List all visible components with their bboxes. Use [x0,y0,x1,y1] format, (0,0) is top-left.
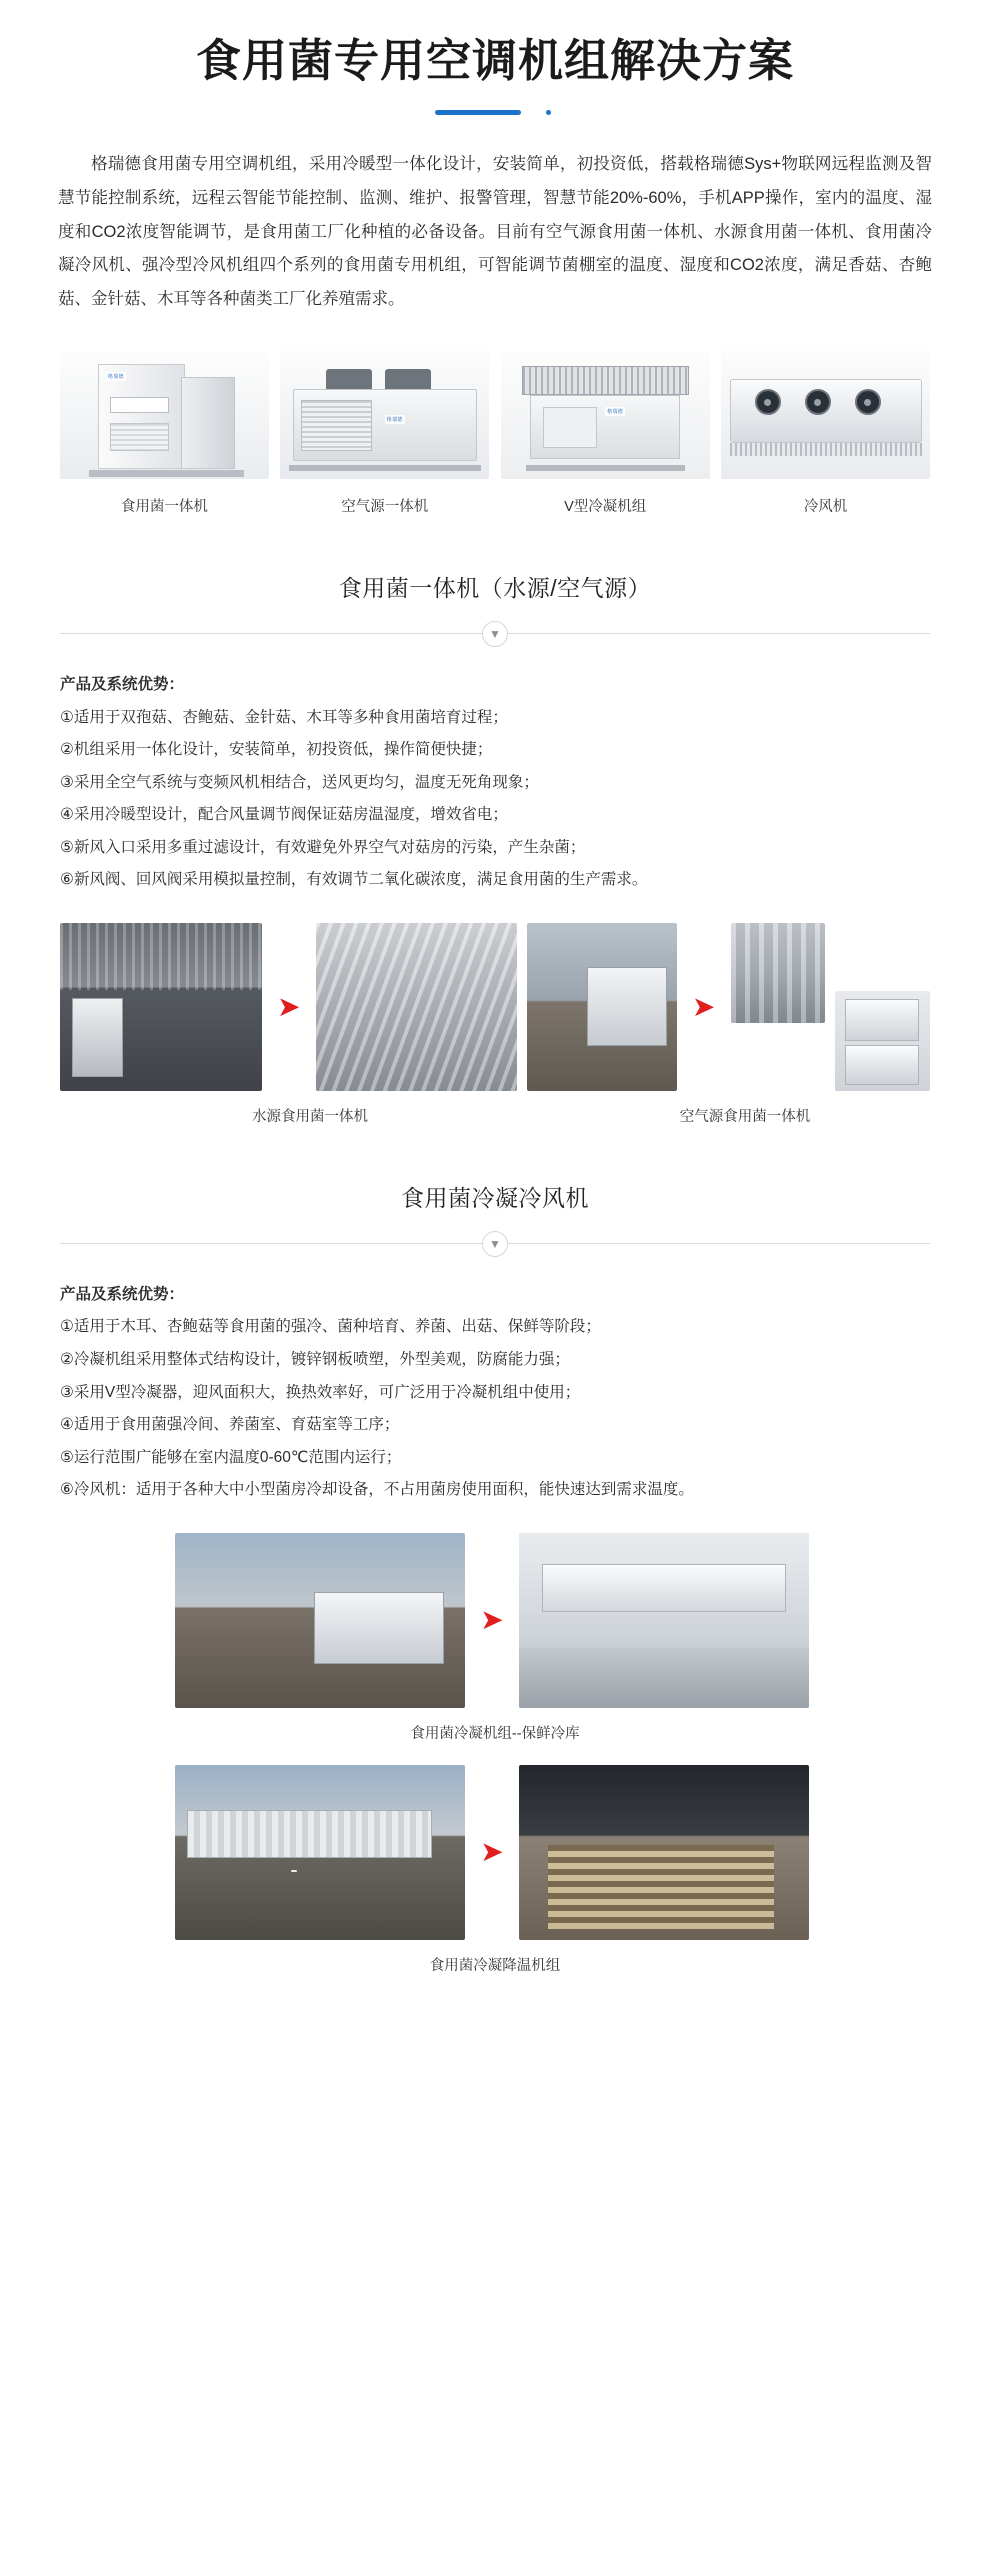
product-image-air-source-unit [280,351,489,479]
advantage-item: ⑤新风入口采用多重过滤设计，有效避免外界空气对菇房的污染，产生杂菌； [60,838,586,856]
photo-caption: 水源食用菌一体机 [252,1108,368,1125]
case-photo-mushroom-sheds [175,1765,465,1940]
case-photo-fresh-keeping-cold-storage [519,1533,809,1708]
product-caption: 冷风机 [803,499,848,516]
fan-icon [805,389,831,415]
product-image-integrated-unit [60,351,269,479]
product-image-air-cooler [721,351,930,479]
brand-logo-tag: 格瑞德 [386,417,403,424]
section-divider-1 [60,621,930,647]
section-title: 食用菌冷凝冷风机 [401,1184,589,1211]
product-cell [721,351,930,516]
product-cell [280,351,489,516]
advantage-item: ③采用V型冷凝器，迎风面积大，换热效率好，可广泛用于冷凝机组中使用； [60,1383,581,1401]
advantage-item: ①适用于双孢菇、杏鲍菇、金针菇、木耳等多种食用菌培育过程； [60,708,508,726]
case-photo-row-2 [175,1533,815,1708]
advantage-item: ②冷凝机组采用整体式结构设计，镀锌钢板喷塑，外型美观，防腐能力强； [60,1350,570,1368]
arrow-right-icon: ➤ [480,1836,504,1868]
advantage-item: ②机组采用一体化设计，安装简单，初投资低，操作简便快捷； [60,741,493,759]
product-caption: 空气源一体机 [341,499,429,516]
case-photo-captions-1 [60,1105,930,1126]
advantages-block-2 [60,1279,930,1507]
advantages-title: 产品及系统优势： [60,676,185,694]
photo-caption: 食用菌冷凝机组--保鲜冷库 [410,1725,580,1742]
case-photo-row-1 [60,923,930,1091]
advantages-title: 产品及系统优势： [60,1285,185,1303]
advantages-block-1 [60,669,930,897]
brand-logo-tag: 格瑞德 [607,409,624,416]
case-photo-cooling-room-interior [519,1765,809,1940]
product-caption: 食用菌一体机 [120,499,208,516]
case-photo-row-3 [175,1765,815,1940]
chevron-down-icon: ▼ [482,1231,508,1257]
arrow-right-icon: ➤ [276,990,301,1022]
section-title: 食用菌一体机（水源/空气源） [338,575,652,602]
case-photo-air-source-yard [527,923,676,1091]
advantage-item: ④适用于食用菌强冷间、养菌室、育菇室等工序； [60,1416,400,1434]
case-photo-caption-2a [60,1722,930,1743]
chevron-down-icon: ▼ [482,621,508,647]
hero-header [0,0,990,122]
advantage-item: ⑥冷风机：适用于各种大中小型菌房冷却设备，不占用菌房使用面积，能快速达到需求温度。 [60,1481,694,1499]
case-photo-caption-2b [60,1954,930,1975]
product-cell [501,351,710,516]
product-image-v-type-condenser [501,351,710,479]
brand-logo-tag [873,1063,879,1065]
underline-bar [435,110,521,115]
underline-dot [546,110,551,115]
intro-paragraph: 格瑞德食用菌专用空调机组，采用冷暖型一体化设计，安装简单，初投资低，搭载格瑞德Sys+物联网远程监测及智慧节能控制系统，远程云智能节能控制、监测、维护、报警管理，智慧节能20%-60%，手机APP操作，室内的温度、湿度和CO2浓度智能调节，是食用菌工厂化种植的必备设备。目前有空气源食用菌一体机、水源食用菌一体机、食用菌冷凝冷风机、强冷型冷风机组四个系列的食用菌专用机组，可智能调节菌棚室的温度、湿度和CO2浓度，满足香菇、杏鲍菇、金针菇、木耳等各种菌类工厂化养殖需求。 [58,155,932,309]
case-photo-air-source-units [835,991,930,1091]
advantage-item: ①适用于木耳、杏鲍菇等食用菌的强冷、菌种培育、养菌、出菇、保鲜等阶段； [60,1318,601,1336]
case-photo-condenser-outdoor [175,1533,465,1708]
product-thumbnail-row [60,351,930,516]
section-header-1 [0,570,990,603]
product-caption: V型冷凝机组 [564,499,647,516]
brand-logo-tag [605,990,611,992]
advantage-item: ④采用冷暖型设计，配合风量调节阀保证菇房温湿度，增效省电； [60,806,508,824]
case-photo-water-source-corridor [60,923,262,1091]
arrow-right-icon: ➤ [691,990,716,1022]
advantage-item: ⑥新风阀、回风阀采用模拟量控制，有效调节二氧化碳浓度，满足食用菌的生产需求。 [60,871,648,889]
section-divider-2 [60,1231,930,1257]
brand-logo-tag: 格瑞德 [107,373,124,380]
case-photo-mushroom-tunnel-interior [316,923,518,1091]
advantage-item: ⑤运行范围广能够在室内温度0-60℃范围内运行； [60,1448,402,1466]
product-cell [60,351,269,516]
section-header-2 [0,1180,990,1213]
case-photo-growing-house [731,923,826,1023]
arrow-right-icon: ➤ [480,1604,504,1636]
photo-caption: 空气源食用菌一体机 [679,1108,811,1125]
brand-logo-tag [291,1870,297,1872]
page-title: 食用菌专用空调机组解决方案 [195,35,794,86]
photo-caption: 食用菌冷凝降温机组 [429,1957,561,1974]
fan-icon [755,389,781,415]
brand-logo-tag [337,1631,343,1633]
title-underline-decoration [435,108,555,116]
advantage-item: ③采用全空气系统与变频风机相结合，送风更均匀，温度无死角现象； [60,773,539,791]
